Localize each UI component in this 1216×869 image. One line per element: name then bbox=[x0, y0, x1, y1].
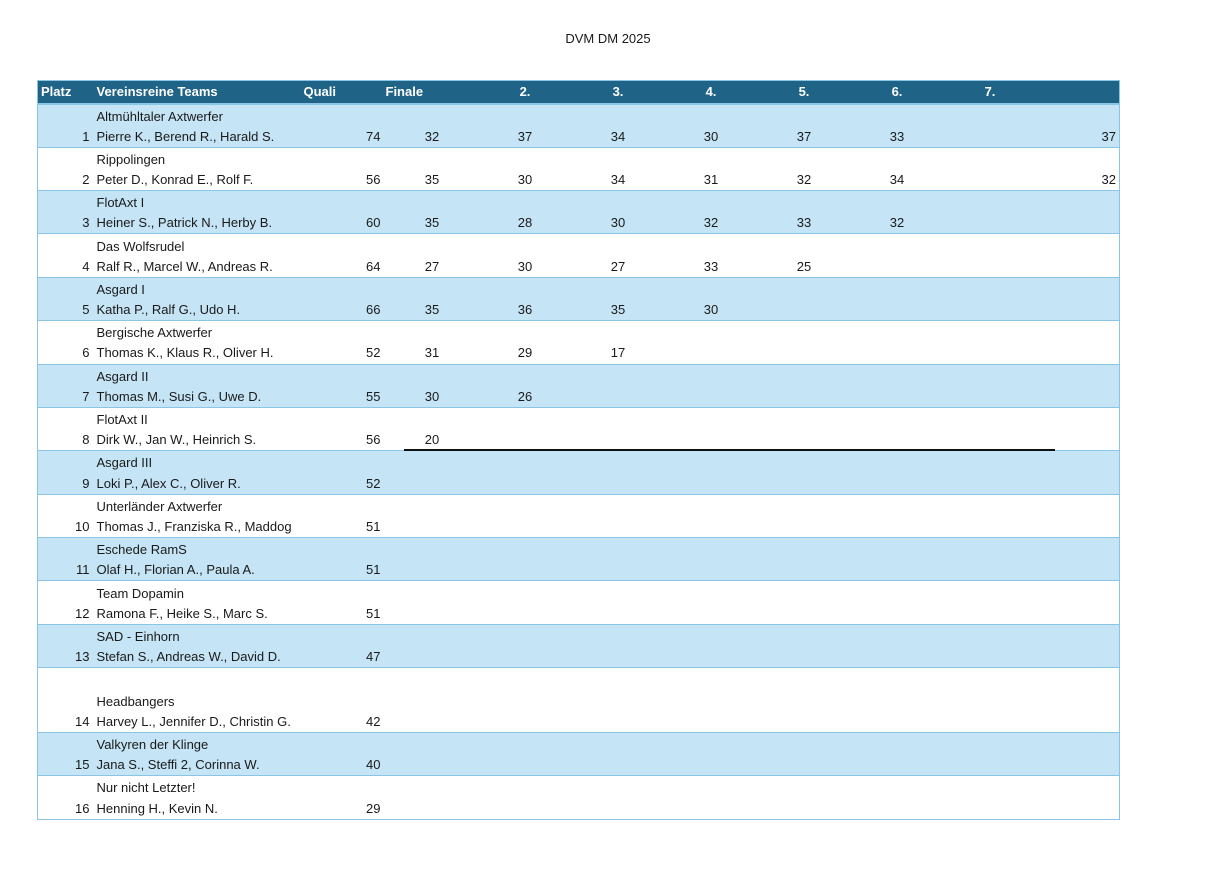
score-finale: 27 bbox=[386, 256, 479, 278]
team-members: Ralf R., Marcel W., Andreas R. bbox=[94, 256, 290, 278]
header-round-4: 4. bbox=[665, 81, 758, 104]
empty-cells bbox=[290, 581, 1120, 603]
team-row-club bbox=[38, 277, 1120, 299]
score-r2 bbox=[479, 754, 572, 776]
club-name: Nur nicht Letzter! bbox=[96, 780, 196, 796]
score-r6 bbox=[851, 646, 944, 668]
score-r5 bbox=[758, 754, 851, 776]
score-r6b bbox=[944, 386, 1037, 408]
team-row-club bbox=[38, 364, 1120, 386]
score-finale bbox=[386, 797, 479, 819]
score-r7 bbox=[1037, 797, 1120, 819]
team-members: Loki P., Alex C., Oliver R. bbox=[94, 473, 290, 495]
score-r5: 33 bbox=[758, 212, 851, 234]
team-members: Peter D., Konrad E., Rolf F. bbox=[94, 169, 290, 191]
score-r2: 30 bbox=[479, 169, 572, 191]
score-r4: 33 bbox=[665, 256, 758, 278]
cut-line bbox=[404, 449, 1055, 451]
platz-cell-empty bbox=[38, 321, 94, 343]
team-row-scores bbox=[38, 754, 1120, 776]
club-name: Asgard II bbox=[96, 368, 149, 384]
score-r6: 34 bbox=[851, 169, 944, 191]
score-finale bbox=[386, 559, 479, 581]
quali-score: 40 bbox=[290, 754, 386, 776]
score-r7: 37 bbox=[1037, 126, 1120, 148]
platz-cell-empty bbox=[38, 624, 94, 646]
score-r5 bbox=[758, 559, 851, 581]
score-r6b bbox=[944, 516, 1037, 538]
score-r6: 33 bbox=[851, 126, 944, 148]
empty-cells bbox=[290, 104, 1120, 126]
platz-cell-empty bbox=[38, 147, 94, 169]
team-row-club bbox=[38, 581, 1120, 603]
score-r6b bbox=[944, 126, 1037, 148]
score-r6b bbox=[944, 797, 1037, 819]
score-r3 bbox=[572, 603, 665, 625]
score-r6b bbox=[944, 603, 1037, 625]
empty-cells bbox=[290, 494, 1120, 516]
team-row-scores bbox=[38, 603, 1120, 625]
team-members: Heiner S., Patrick N., Herby B. bbox=[94, 212, 290, 234]
quali-score: 64 bbox=[290, 256, 386, 278]
quali-score: 52 bbox=[290, 473, 386, 495]
quali-score: 56 bbox=[290, 169, 386, 191]
score-r4 bbox=[665, 429, 758, 451]
score-r6b bbox=[944, 711, 1037, 733]
score-r7 bbox=[1037, 429, 1120, 451]
score-finale: 35 bbox=[386, 212, 479, 234]
score-r3 bbox=[572, 646, 665, 668]
score-r3: 27 bbox=[572, 256, 665, 278]
team-members: Pierre K., Berend R., Harald S. bbox=[94, 126, 290, 148]
score-r7: 32 bbox=[1037, 169, 1120, 191]
club-name: Asgard III bbox=[96, 455, 153, 471]
score-r7 bbox=[1037, 603, 1120, 625]
score-r4 bbox=[665, 646, 758, 668]
score-r6b bbox=[944, 473, 1037, 495]
score-r3 bbox=[572, 429, 665, 451]
quali-score: 29 bbox=[290, 797, 386, 819]
score-r4 bbox=[665, 473, 758, 495]
team-row-scores bbox=[38, 212, 1120, 234]
score-r5: 25 bbox=[758, 256, 851, 278]
rank-cell: 16 bbox=[38, 797, 94, 819]
rank-cell: 3 bbox=[38, 212, 94, 234]
empty-cells bbox=[290, 538, 1120, 560]
score-r4: 30 bbox=[665, 126, 758, 148]
team-row-club bbox=[38, 494, 1120, 516]
quali-score: 47 bbox=[290, 646, 386, 668]
team-row-club bbox=[38, 104, 1120, 126]
team-row-scores bbox=[38, 711, 1120, 733]
score-r7 bbox=[1037, 711, 1120, 733]
score-finale: 35 bbox=[386, 169, 479, 191]
score-r6 bbox=[851, 711, 944, 733]
platz-cell-empty bbox=[38, 494, 94, 516]
score-r5 bbox=[758, 473, 851, 495]
platz-cell-empty bbox=[38, 451, 94, 473]
rank-cell: 7 bbox=[38, 386, 94, 408]
quali-score: 51 bbox=[290, 603, 386, 625]
score-finale: 32 bbox=[386, 126, 479, 148]
platz-cell-empty bbox=[38, 364, 94, 386]
empty-cells bbox=[290, 451, 1120, 473]
rank-cell: 2 bbox=[38, 169, 94, 191]
quali-score: 55 bbox=[290, 386, 386, 408]
team-row-club bbox=[38, 147, 1120, 169]
score-r3 bbox=[572, 559, 665, 581]
score-r6b bbox=[944, 256, 1037, 278]
score-r2: 30 bbox=[479, 256, 572, 278]
score-r6b bbox=[944, 342, 1037, 364]
score-r6 bbox=[851, 386, 944, 408]
header-round-6: 6. bbox=[851, 81, 944, 104]
header-round-3: 3. bbox=[572, 81, 665, 104]
score-r7 bbox=[1037, 299, 1120, 321]
empty-cells bbox=[290, 732, 1120, 754]
score-r6: 32 bbox=[851, 212, 944, 234]
team-row-scores bbox=[38, 342, 1120, 364]
header-round-7: 7. bbox=[944, 81, 1037, 104]
score-r5 bbox=[758, 386, 851, 408]
score-r7 bbox=[1037, 473, 1120, 495]
score-r5 bbox=[758, 646, 851, 668]
score-r7 bbox=[1037, 516, 1120, 538]
score-r3: 35 bbox=[572, 299, 665, 321]
score-r5 bbox=[758, 603, 851, 625]
platz-cell-empty bbox=[38, 277, 94, 299]
score-r2: 37 bbox=[479, 126, 572, 148]
club-name: FlotAxt I bbox=[96, 195, 145, 211]
header-quali: Quali bbox=[290, 81, 386, 104]
platz-cell-empty bbox=[38, 407, 94, 429]
score-finale bbox=[386, 473, 479, 495]
team-row-scores bbox=[38, 429, 1120, 451]
score-r3 bbox=[572, 386, 665, 408]
score-r4 bbox=[665, 342, 758, 364]
empty-cells bbox=[290, 277, 1120, 299]
team-row-scores bbox=[38, 559, 1120, 581]
team-members: Stefan S., Andreas W., David D. bbox=[94, 646, 290, 668]
team-row-club bbox=[38, 451, 1120, 473]
platz-cell-empty bbox=[38, 668, 94, 711]
quali-score: 51 bbox=[290, 559, 386, 581]
team-row-scores bbox=[38, 256, 1120, 278]
club-name: SAD - Einhorn bbox=[96, 628, 180, 644]
team-members: Jana S., Steffi 2, Corinna W. bbox=[94, 754, 290, 776]
header-round-5: 5. bbox=[758, 81, 851, 104]
score-r2: 28 bbox=[479, 212, 572, 234]
score-r4 bbox=[665, 386, 758, 408]
team-row-club bbox=[38, 191, 1120, 213]
team-members: Thomas M., Susi G., Uwe D. bbox=[94, 386, 290, 408]
score-r5 bbox=[758, 516, 851, 538]
score-r3: 34 bbox=[572, 126, 665, 148]
page-title: DVM DM 2025 bbox=[565, 31, 651, 46]
score-r4 bbox=[665, 603, 758, 625]
score-r6 bbox=[851, 603, 944, 625]
score-r5 bbox=[758, 429, 851, 451]
score-r4 bbox=[665, 559, 758, 581]
team-row-club bbox=[38, 776, 1120, 798]
score-r4 bbox=[665, 754, 758, 776]
score-r6 bbox=[851, 429, 944, 451]
score-r2 bbox=[479, 473, 572, 495]
club-name: Altmühltaler Axtwerfer bbox=[96, 108, 223, 124]
rank-cell: 5 bbox=[38, 299, 94, 321]
team-row-scores bbox=[38, 126, 1120, 148]
score-r4: 30 bbox=[665, 299, 758, 321]
score-r7 bbox=[1037, 212, 1120, 234]
score-r2 bbox=[479, 603, 572, 625]
rank-cell: 11 bbox=[38, 559, 94, 581]
score-r7 bbox=[1037, 386, 1120, 408]
team-row-scores bbox=[38, 386, 1120, 408]
score-r5 bbox=[758, 711, 851, 733]
score-r4 bbox=[665, 711, 758, 733]
platz-cell-empty bbox=[38, 581, 94, 603]
quali-score: 60 bbox=[290, 212, 386, 234]
score-r2 bbox=[479, 797, 572, 819]
club-name: Unterländer Axtwerfer bbox=[96, 498, 223, 514]
club-name: Bergische Axtwerfer bbox=[96, 325, 213, 341]
score-r6 bbox=[851, 797, 944, 819]
score-r5: 37 bbox=[758, 126, 851, 148]
empty-cells bbox=[290, 407, 1120, 429]
score-finale: 35 bbox=[386, 299, 479, 321]
quali-score: 66 bbox=[290, 299, 386, 321]
rank-cell: 8 bbox=[38, 429, 94, 451]
header-extra bbox=[1037, 81, 1120, 104]
score-r2: 36 bbox=[479, 299, 572, 321]
rank-cell: 10 bbox=[38, 516, 94, 538]
club-name: Headbangers bbox=[96, 693, 175, 709]
score-r6b bbox=[944, 754, 1037, 776]
team-row-scores bbox=[38, 516, 1120, 538]
score-r2 bbox=[479, 711, 572, 733]
score-r6b bbox=[944, 646, 1037, 668]
score-finale bbox=[386, 754, 479, 776]
club-name: Das Wolfsrudel bbox=[96, 238, 185, 254]
team-members: Katha P., Ralf G., Udo H. bbox=[94, 299, 290, 321]
rank-cell: 12 bbox=[38, 603, 94, 625]
score-r2: 29 bbox=[479, 342, 572, 364]
score-r6 bbox=[851, 754, 944, 776]
score-r2 bbox=[479, 559, 572, 581]
team-row-club bbox=[38, 407, 1120, 429]
empty-cells bbox=[290, 191, 1120, 213]
score-r2 bbox=[479, 646, 572, 668]
team-members: Ramona F., Heike S., Marc S. bbox=[94, 603, 290, 625]
score-r6b bbox=[944, 169, 1037, 191]
header-teams: Vereinsreine Teams bbox=[94, 81, 290, 104]
score-r6b bbox=[944, 299, 1037, 321]
team-row-club bbox=[38, 234, 1120, 256]
rank-cell: 9 bbox=[38, 473, 94, 495]
club-name: Rippolingen bbox=[96, 151, 166, 167]
team-members: Olaf H., Florian A., Paula A. bbox=[94, 559, 290, 581]
score-r7 bbox=[1037, 559, 1120, 581]
score-r3: 30 bbox=[572, 212, 665, 234]
quali-score: 74 bbox=[290, 126, 386, 148]
score-r6b bbox=[944, 559, 1037, 581]
score-r7 bbox=[1037, 342, 1120, 364]
score-finale: 20 bbox=[386, 429, 479, 451]
header-platz: Platz bbox=[38, 81, 94, 104]
empty-cells bbox=[290, 364, 1120, 386]
rank-cell: 13 bbox=[38, 646, 94, 668]
score-r4 bbox=[665, 516, 758, 538]
score-r3: 34 bbox=[572, 169, 665, 191]
score-r7 bbox=[1037, 256, 1120, 278]
score-r6 bbox=[851, 299, 944, 321]
team-members: Harvey L., Jennifer D., Christin G. bbox=[94, 711, 290, 733]
team-members: Thomas K., Klaus R., Oliver H. bbox=[94, 342, 290, 364]
table-header-row bbox=[38, 81, 1120, 104]
score-r6 bbox=[851, 516, 944, 538]
platz-cell-empty bbox=[38, 538, 94, 560]
platz-cell-empty bbox=[38, 104, 94, 126]
rank-cell: 1 bbox=[38, 126, 94, 148]
team-row-scores bbox=[38, 646, 1120, 668]
score-r3 bbox=[572, 754, 665, 776]
score-finale bbox=[386, 516, 479, 538]
score-finale: 30 bbox=[386, 386, 479, 408]
empty-cells bbox=[290, 321, 1120, 343]
score-r3 bbox=[572, 711, 665, 733]
table-body bbox=[38, 104, 1120, 820]
team-row-scores bbox=[38, 169, 1120, 191]
quali-score: 42 bbox=[290, 711, 386, 733]
empty-cells bbox=[290, 624, 1120, 646]
team-row-club bbox=[38, 321, 1120, 343]
team-members: Dirk W., Jan W., Heinrich S. bbox=[94, 429, 290, 451]
score-r3 bbox=[572, 473, 665, 495]
score-r2 bbox=[479, 516, 572, 538]
score-r6b bbox=[944, 212, 1037, 234]
empty-cells bbox=[290, 776, 1120, 798]
score-r6 bbox=[851, 559, 944, 581]
empty-cells bbox=[290, 668, 1120, 711]
score-r6 bbox=[851, 256, 944, 278]
score-r4: 31 bbox=[665, 169, 758, 191]
score-r2 bbox=[479, 429, 572, 451]
quali-score: 56 bbox=[290, 429, 386, 451]
score-r5: 32 bbox=[758, 169, 851, 191]
score-r4: 32 bbox=[665, 212, 758, 234]
score-r7 bbox=[1037, 754, 1120, 776]
club-name: Asgard I bbox=[96, 281, 145, 297]
score-r5 bbox=[758, 299, 851, 321]
empty-cells bbox=[290, 234, 1120, 256]
score-r3 bbox=[572, 797, 665, 819]
score-r7 bbox=[1037, 646, 1120, 668]
score-r6 bbox=[851, 342, 944, 364]
score-r3: 17 bbox=[572, 342, 665, 364]
team-row-scores bbox=[38, 797, 1120, 819]
team-row-club bbox=[38, 538, 1120, 560]
club-name: Eschede RamS bbox=[96, 542, 187, 558]
rank-cell: 14 bbox=[38, 711, 94, 733]
score-finale bbox=[386, 711, 479, 733]
platz-cell-empty bbox=[38, 732, 94, 754]
empty-cells bbox=[290, 147, 1120, 169]
club-name: FlotAxt II bbox=[96, 412, 148, 428]
club-name: Valkyren der Klinge bbox=[96, 736, 209, 752]
score-r4 bbox=[665, 797, 758, 819]
quali-score: 52 bbox=[290, 342, 386, 364]
score-r6b bbox=[944, 429, 1037, 451]
platz-cell-empty bbox=[38, 191, 94, 213]
score-r2: 26 bbox=[479, 386, 572, 408]
score-finale bbox=[386, 603, 479, 625]
header-round-2: 2. bbox=[479, 81, 572, 104]
team-row-club bbox=[38, 668, 1120, 711]
score-r5 bbox=[758, 342, 851, 364]
score-r6 bbox=[851, 473, 944, 495]
score-finale bbox=[386, 646, 479, 668]
club-name: Team Dopamin bbox=[96, 585, 184, 601]
rank-cell: 6 bbox=[38, 342, 94, 364]
team-members: Henning H., Kevin N. bbox=[94, 797, 290, 819]
score-r3 bbox=[572, 516, 665, 538]
team-row-club bbox=[38, 732, 1120, 754]
team-row-scores bbox=[38, 299, 1120, 321]
quali-score: 51 bbox=[290, 516, 386, 538]
team-row-scores bbox=[38, 473, 1120, 495]
team-members: Thomas J., Franziska R., Maddog bbox=[94, 516, 290, 538]
score-finale: 31 bbox=[386, 342, 479, 364]
header-finale: Finale bbox=[386, 81, 479, 104]
score-r5 bbox=[758, 797, 851, 819]
team-row-club bbox=[38, 624, 1120, 646]
rank-cell: 4 bbox=[38, 256, 94, 278]
platz-cell-empty bbox=[38, 234, 94, 256]
platz-cell-empty bbox=[38, 776, 94, 798]
rank-cell: 15 bbox=[38, 754, 94, 776]
